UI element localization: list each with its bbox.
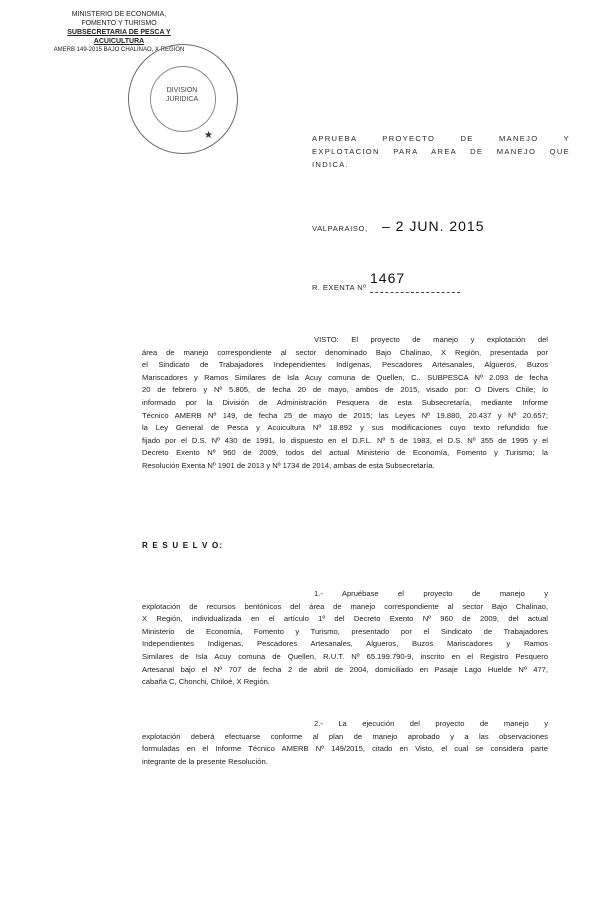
- item1-line: Similares de Isla Acuy comuna de Quellen, R.U.T. Nº 65.199.790-9, inscrito en el Registro Pesquero: [142, 651, 548, 661]
- visto-line: la Ley General de Pesca y Acuicultura Nº 18.892 y sus modificaciones cuyo texto refundido fue: [142, 423, 548, 433]
- visto-line: VISTO: El proyecto de manejo y explotación del: [314, 335, 548, 344]
- item1-line: explotación de recursos bentónicos del área de manejo correspondiente al sector Bajo Chalinao,: [142, 601, 548, 611]
- visto-line: 20 de febrero y Nº 5.805, de fecha 20 de mayo, ambos de 2015, visado por: O Divers Chile; lo: [142, 385, 548, 395]
- item1-line: 1.- Apruébase el proyecto de manejo y: [314, 589, 548, 598]
- item1-line: X Región, individualizada en el artículo 1º del Decreto Exento Nº 960 de 2009, del actual: [142, 614, 548, 624]
- header-fomento: FOMENTO Y TURISMO: [81, 20, 157, 27]
- item2-line: formuladas en el Informe Técnico AMERB Nº 149/2015, citado en Visto, el cual se considera parte: [142, 744, 548, 754]
- resolution-number: 1467: [370, 270, 406, 286]
- item1-line: Ministerio de Economía, Fomento y Turismo, presentado por el Sindicato de Trabajadores: [142, 626, 548, 636]
- subject-line-1: APRUEBA PROYECTO DE MANEJO Y: [312, 134, 570, 143]
- item2-line: integrante de la presente Resolución.: [142, 756, 268, 766]
- seal-juridica: JURIDICA: [165, 96, 199, 103]
- item2-line: explotación deberá efectuarse conforme al plan de manejo aprobado y a las observaciones: [142, 731, 548, 741]
- header-subsecretaria: SUBSECRETARIA DE PESCA Y ACUICULTURA: [67, 29, 171, 45]
- visto-line: Resolución Exenta Nº 1901 de 2013 y Nº 1734 de 2014, ambas de esta Subsecretaría.: [142, 460, 435, 470]
- visto-line: área de manejo correspondiente al sector denominado Bajo Chalinao, X Región, presentada por: [142, 347, 548, 357]
- item1-line: cabaña C, Chonchi, Chiloé, X Región.: [142, 677, 270, 687]
- visto-line: fijado por el D.S. Nº 430 de 1991, lo dispuesto en el D.F.L. Nº 5 de 1983, el D.S. Nº 355 de 1995 y el: [142, 435, 548, 445]
- resolution-label: R. EXENTA Nº: [312, 283, 367, 292]
- subject-line-3: INDICA.: [312, 160, 349, 169]
- seal-star-icon: ★: [204, 130, 213, 141]
- visto-paragraph: [142, 334, 548, 473]
- item2-line: 2.- La ejecución del proyecto de manejo y: [314, 719, 548, 728]
- visto-line: Decreto Exento Nº 960 de 2009, todos del actual Ministerio de Economía, Fomento y Turismo; la: [142, 448, 548, 458]
- resolution-item-2: [142, 718, 548, 768]
- item1-line: Independientes Indígenas, Pescadores Artesanales, Algueros, Buzos Mariscadores y Ramos: [142, 639, 548, 649]
- place-label: VALPARAISO,: [312, 224, 368, 233]
- resolution-number-line: [370, 292, 460, 293]
- seal-division: DIVISION: [166, 87, 198, 94]
- resolution-subject: [312, 132, 570, 171]
- header-amerb-ref: AMERB 149-2015 BAJO CHALINAO, X REGION: [53, 47, 185, 53]
- resuelvo-heading: R E S U E L V O:: [142, 541, 224, 550]
- seal-center-text: [150, 86, 214, 104]
- visto-line: el Sindicato de Trabajadores Independientes Indígenas, Pescadores Artesanales, Algueros, Buzos: [142, 360, 548, 370]
- resolution-item-1: [142, 588, 548, 689]
- visto-line: Técnico AMERB Nº 149, de fecha 25 de mayo de 2015; las Leyes Nº 19.880, 20.437 y Nº 20.657;: [142, 410, 548, 420]
- item1-line: Artesanal bajo el Nº 707 de fecha 2 de abril de 2004, domiciliado en Pasaje Lago Huelde Nº 477,: [142, 664, 548, 674]
- visto-line: informado por la División de Administración Pesquera de esta Subsecretaría, mediante Informe: [142, 397, 548, 407]
- visto-line: Mariscadores y Ramos Similares de Isla Acuy comuna de Quellen, C.. SUBPESCA Nº 2.093 de fecha: [142, 372, 548, 382]
- header-ministry: MINISTERIO DE ECONOMIA,: [71, 11, 167, 18]
- date-stamp: – 2 JUN. 2015: [382, 218, 485, 234]
- subject-line-2: EXPLOTACION PARA AREA DE MANEJO QUE: [312, 147, 570, 156]
